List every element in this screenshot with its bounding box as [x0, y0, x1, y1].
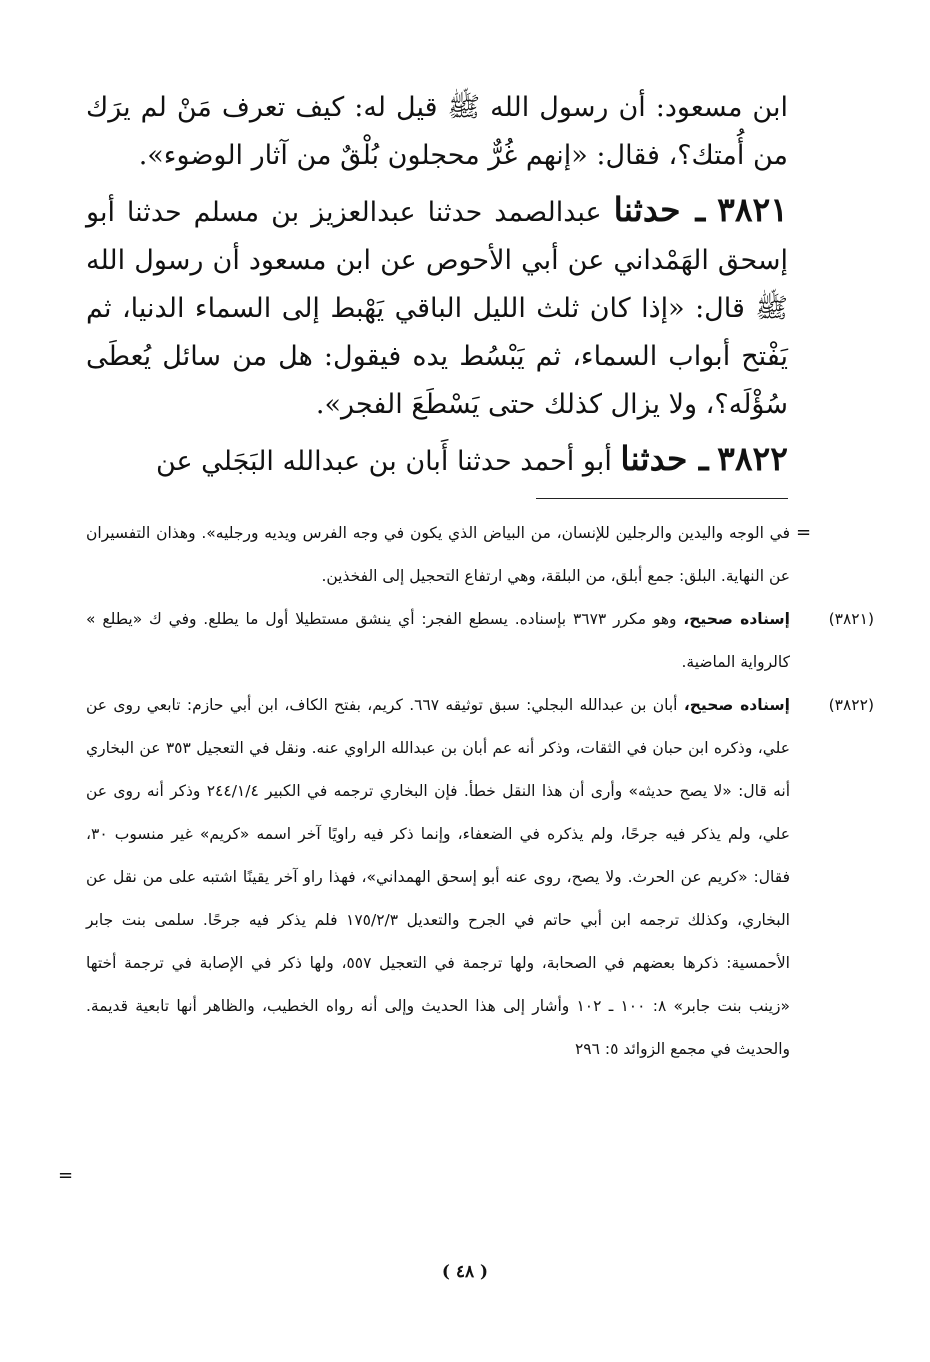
footnote-divider [536, 498, 788, 499]
hadith-label-3821: ـ حدثنا [613, 190, 706, 229]
hadith-number-3822: ٣٨٢٢ [717, 439, 788, 478]
footnote-text-3821: وهو مكرر ٣٦٧٣ بإسناده. يسطع الفجر: أي ينشق مستطيلا أول ما يطلع. وفي ك «يطلع » كالرواية الماضية. [86, 610, 790, 671]
footnote-grade-3821: إسناده صحيح، [683, 610, 790, 628]
footnote-continuation-text: في الوجه واليدين والرجلين للإنسان، من البياض الذي يكون في وجه الفرس ويديه ورجليه». وهذان التفسيران عن النهاية. البلق: جمع أبلق، من البلقة، وهي ارتفاع التحجيل إلى الفخذين. [86, 524, 790, 585]
main-text [86, 84, 788, 486]
hadith-number-3821: ٣٨٢١ [717, 190, 789, 229]
hadith-text-3822: أبو أحمد حدثنا أَبان بن عبدالله البَجَلي عن [155, 446, 612, 477]
footnote-text-3822: أبان بن عبدالله البجلي: سبق توثيقه ٦٦٧. كريم، بفتح الكاف، ابن أبي حازم: تابعي روى عن علي، وذكره ابن حبان في الثقات، وذكر أنه عم أبان بن عبدالله الراوي عنه. ونقل في التعجيل ٣٥٣ عن البخاري أنه قال: «لا يصح حديثه» وأرى أن هذا النقل خطأ. فإن البخاري ترجمه في الكبير ٢٤٤/١/٤ وذكر أنه روى عن علي، ولم يذكر فيه جرحًا، ولم يذكره في الضعفاء، وإنما ذكر فيه راويًا آخر اسمه «كريم» غير منسوب ٣٠، فقال: «كريم عن الحرث. ولا يصح، روى عنه أبو إسحق الهمداني»، فهذا راو آخر يقينًا اشتبه على من نقل عن البخاري، وكذلك ترجمه ابن أبي حاتم في الجرح والتعديل ١٧٥/٢/٣ فلم يذكر فيه جرحًا. سلمى بنت جابر الأحمسية: ذكرها بعضهم في الصحابة، ولها ترجمة في التعجيل ٥٥٧، ولها ذكر في الإصابة في ترجمة أختها «زينب بنت جابر» ٨: ١٠٠ ـ ١٠٢ وأشار إلى هذا الحديث وإلى أنه رواه الخطيب، والظاهر أنها تابعية قديمة. والحديث في مجمع الزوائد ٥: ٢٩٦ [86, 696, 791, 1058]
footnotes [86, 512, 874, 1071]
hadith-text-3821: عبدالصمد حدثنا عبدالعزيز بن مسلم حدثنا أبو إسحق الهَمْداني عن أبي الأحوص عن ابن مسعود أن رسول الله ﷺ قال: «إذا كان ثلث الليل الباقي يَهْبط إلى السماء الدنيا، ثم يَفْتح أبواب السماء، ثم يَبْسُط يده فيقول: هل من سائل يُعطَى سُؤْلَه؟، ولا يزال كذلك حتى يَسْطَعَ الفجر». [86, 197, 788, 420]
continuation-mark-top: = [796, 522, 812, 543]
footnote-number-3821: (٣٨٢١) [828, 610, 874, 628]
footnote-number-3822: (٣٨٢٢) [828, 696, 874, 714]
footnote-grade-3822: إسناده صحيح، [683, 696, 790, 714]
footnote-3822 [86, 684, 874, 1071]
page-number: ( ٤٨ ) [441, 1262, 489, 1282]
footnote-continuation [86, 512, 790, 598]
footnote-3821 [86, 598, 874, 684]
hadith-label-3822: ـ حدثنا [620, 439, 709, 478]
hadith-3822 [86, 435, 788, 486]
hadith-3821 [86, 186, 788, 429]
continuation-mark-bottom: = [58, 1165, 74, 1186]
intro-paragraph [86, 84, 788, 180]
intro-text: ابن مسعود: أن رسول الله ﷺ قيل له: كيف تعرف مَنْ لم يرَك من أُمتك؟، فقال: «إنهم غُرٌّ محجلون بُلْقٌ من آثار الوضوء». [86, 92, 788, 171]
